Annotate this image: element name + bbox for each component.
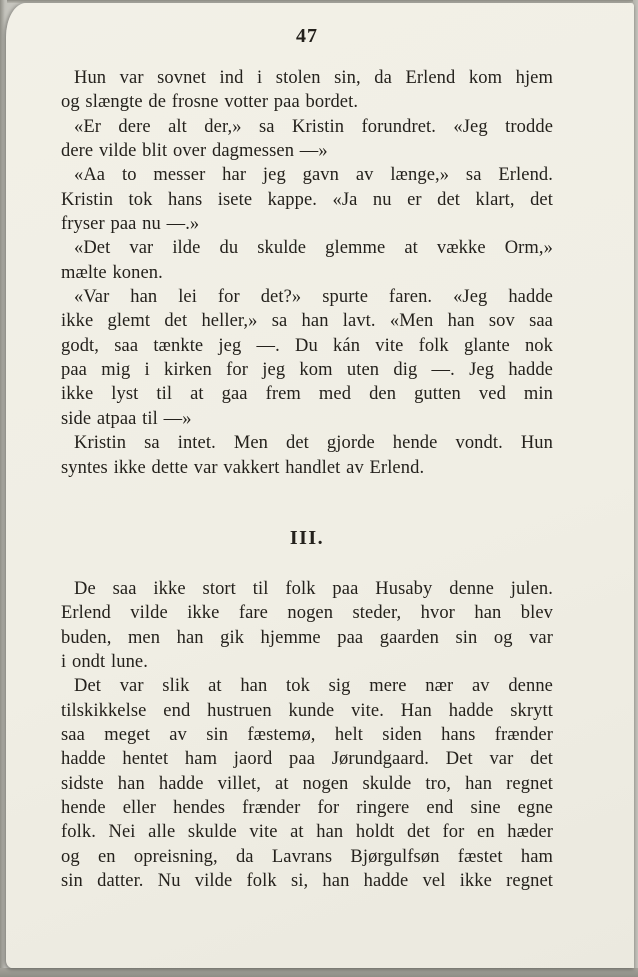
text-line: ikke lyst til at gaa frem med den gutten ved min: [61, 384, 553, 405]
text-line: buden, men han gik hjemme paa gaarden sin og var: [61, 627, 553, 648]
paragraph: [61, 577, 553, 674]
text-line: «Var han lei for det?» spurte faren. «Jeg hadde: [74, 287, 553, 308]
text-line: godt, saa tænkte jeg —. Du kán vite folk glante nok: [61, 335, 553, 356]
text-line: paa mig i kirken for jeg kom uten dig —. Jeg hadde: [61, 360, 553, 381]
text-line: fryser paa nu —.»: [61, 214, 200, 235]
text-line: og slængte de frosne votter paa bordet.: [61, 92, 359, 113]
text-line: folk. Nei alle skulde vite at han holdt det for en hæder: [61, 822, 553, 843]
paragraph: [61, 66, 553, 115]
section-heading: III.: [289, 527, 325, 549]
text-line: side atpaa til —»: [61, 408, 192, 429]
paragraph: [61, 431, 553, 480]
paragraph: [61, 163, 553, 236]
text-line: sin datter. Nu vilde folk si, han hadde vel ikke regnet: [61, 871, 553, 892]
text-line: hadde hentet ham jaord paa Jørundgaard. Det var det: [61, 749, 553, 770]
text-line: dere vilde blit over dagmessen —»: [61, 141, 328, 162]
text-line: mælte konen.: [61, 262, 163, 283]
body-text-lower: [61, 577, 553, 893]
paragraph: [61, 674, 553, 893]
body-text-upper: [61, 66, 553, 480]
text-line: i ondt lune.: [61, 652, 148, 673]
text-line: tilskikkelse end hustruen kunde vite. Han hadde skrytt: [61, 700, 553, 721]
paragraph: [61, 115, 553, 164]
paragraph: [61, 285, 553, 431]
text-line: sidste han hadde villet, at nogen skulde tro, han regnet: [61, 773, 553, 794]
text-line: saa meget av sin fæstemø, helt siden hans frænder: [61, 725, 553, 746]
text-line: «Er dere alt der,» sa Kristin forundret. «Jeg trodde: [74, 116, 553, 137]
text-line: og en opreisning, da Lavrans Bjørgulfsøn fæstet ham: [61, 846, 553, 867]
text-line: hende eller hendes frænder for ringere end sine egne: [61, 798, 553, 819]
paragraph: [61, 236, 553, 285]
text-line: De saa ikke stort til folk paa Husaby denne julen.: [74, 579, 553, 599]
page-number: 47: [296, 25, 318, 47]
text-line: Hun var sovnet ind i stolen sin, da Erlend kom hjem: [74, 68, 553, 88]
book-page: [6, 3, 634, 968]
text-line: Kristin tok hans isete kappe. «Ja nu er det klart, det: [61, 189, 553, 210]
text-line: Erlend vilde ikke fare nogen steder, hvor han blev: [61, 603, 553, 624]
text-line: «Aa to messer har jeg gavn av længe,» sa Erlend.: [74, 165, 553, 186]
text-line: syntes ikke dette var vakkert handlet av Erlend.: [61, 457, 425, 478]
scan-edge-bottom: [0, 968, 638, 977]
text-line: ikke glemt det heller,» sa han lavt. «Men han sov saa: [61, 311, 553, 332]
text-line: Kristin sa intet. Men det gjorde hende vondt. Hun: [74, 433, 553, 454]
text-line: «Det var ilde du skulde glemme at vække Orm,»: [74, 238, 553, 259]
text-line: Det var slik at han tok sig mere nær av denne: [74, 676, 553, 697]
